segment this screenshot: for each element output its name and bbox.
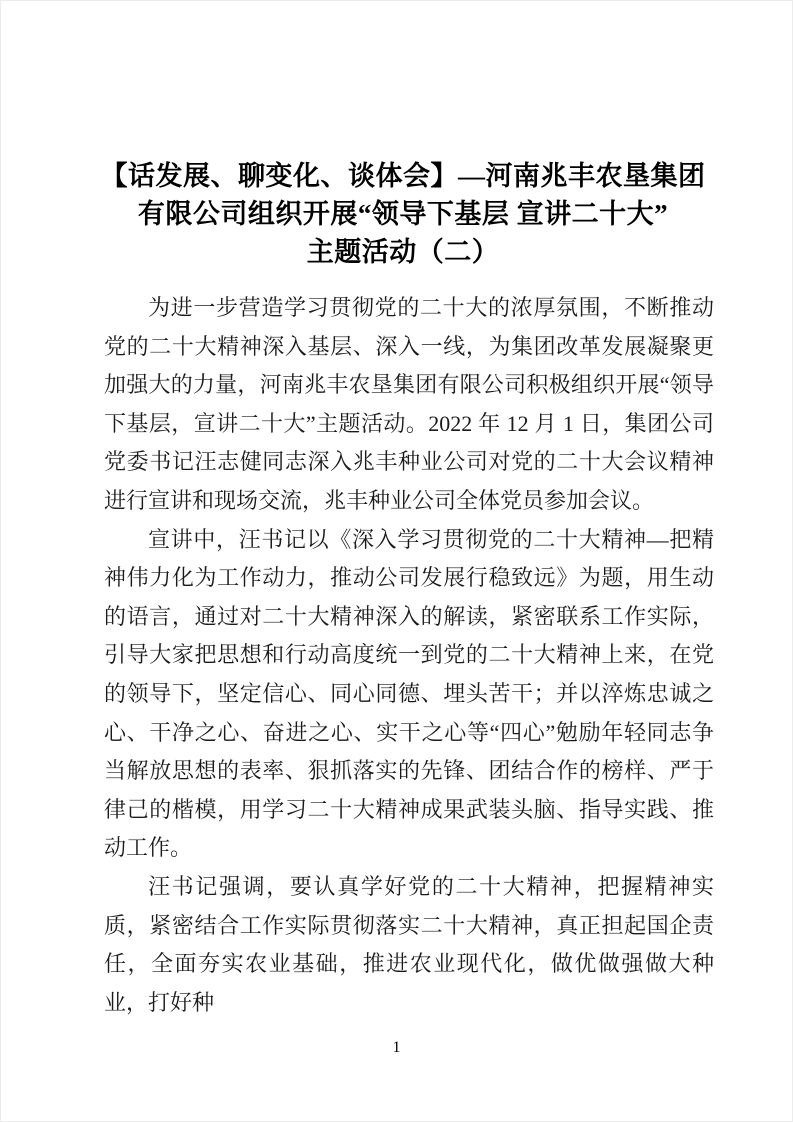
document-title-line-1: 【话发展、聊变化、谈体会】—河南兆丰农垦集团 <box>100 161 706 192</box>
document-title-line-3: 主题活动（二） <box>306 237 500 268</box>
body-paragraph-1: 为进一步营造学习贯彻党的二十大的浓厚氛围，不断推动党的二十大精神深入基层、深入一线，为集团改革发展凝聚更加强大的力量，河南兆丰农垦集团有限公司积极组织开展“领导下基层，宣讲二十大”主题活动。2022 年 12 月 1 日，集团公司党委书记汪志健同志深入兆丰种业公司对党的二十大会议精神进行宣讲和现场交流，兆丰种业公司全体党员参加会议。 <box>104 295 714 513</box>
document-title-line-2: 有限公司组织开展“领导下基层 宣讲二十大” <box>137 199 669 230</box>
body-paragraph-2: 宣讲中，汪书记以《深入学习贯彻党的二十大精神—把精神伟力化为工作动力，推动公司发展行稳致远》为题，用生动的语言，通过对二十大精神深入的解读，紧密联系工作实际，引导大家把思想和行动高度统一到党的二十大精神上来，在党的领导下，坚定信心、同心同德、埋头苦干；并以淬炼忠诚之心、干净之心、奋进之心、实干之心等“四心”勉励年轻同志争当解放思想的表率、狠抓落实的先锋、团结合作的榜样、严于律己的楷模，用学习二十大精神成果武装头脑、指导实践、推动工作。 <box>104 526 714 861</box>
page-footer <box>1 1037 792 1059</box>
page-number: 1 <box>392 1039 401 1056</box>
body-paragraph-3: 汪书记强调，要认真学好党的二十大精神，把握精神实质，紧密结合工作实际贯彻落实二十大精神，真正担起国企责任，全面夯实农业基础，推进农业现代化，做优做强做大种业，打好种 <box>104 873 714 1015</box>
document-title <box>93 157 713 271</box>
document-body <box>104 289 714 1022</box>
